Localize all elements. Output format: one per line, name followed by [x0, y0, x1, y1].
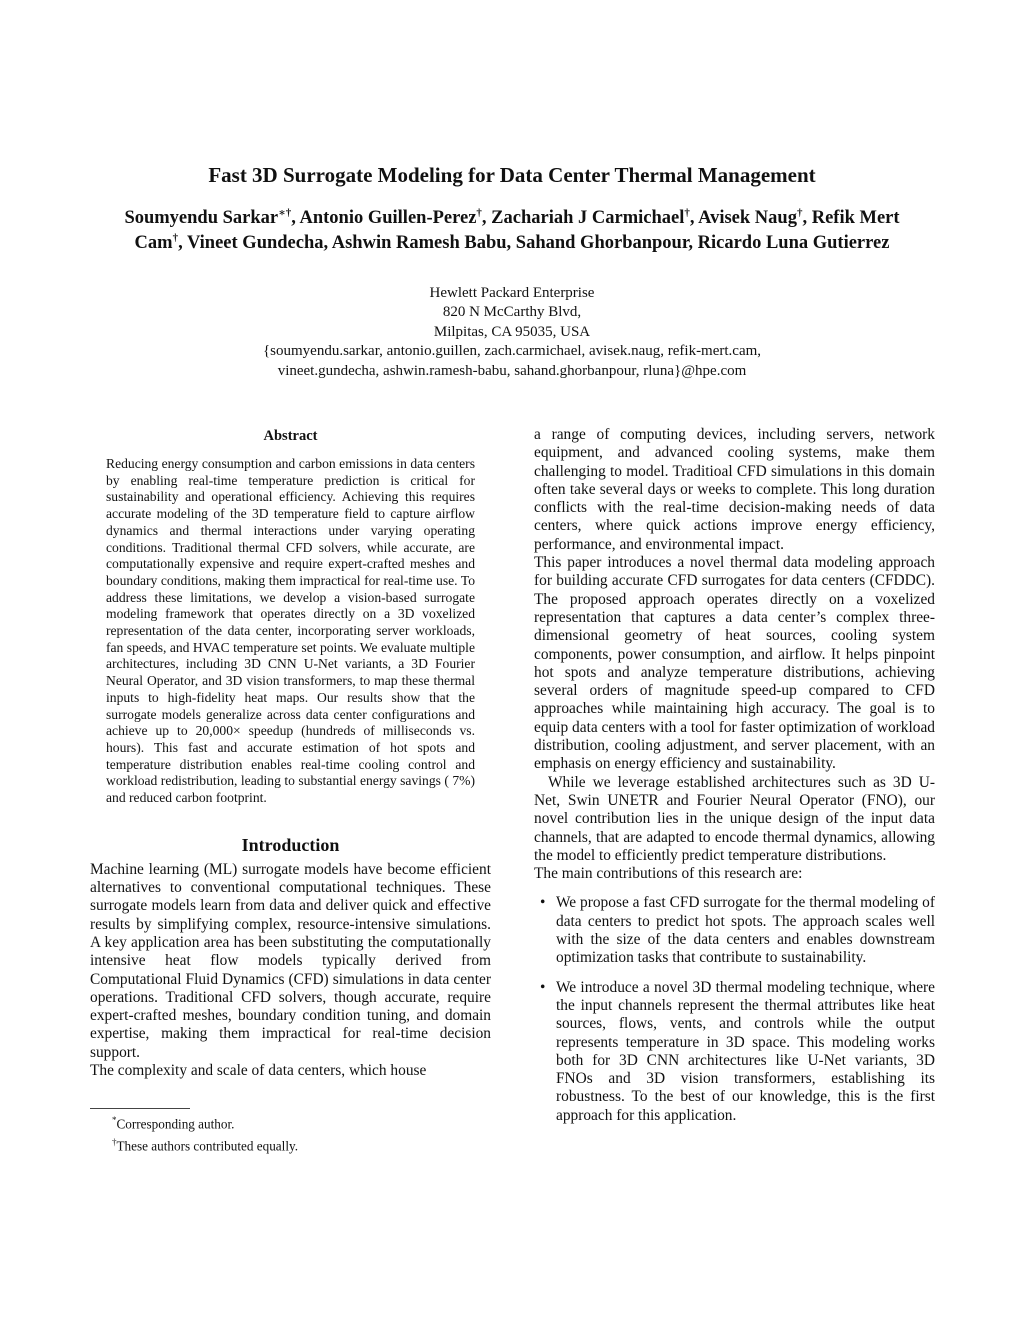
author-name: Soumyendu Sarkar — [124, 208, 279, 228]
affiliation-city: Milpitas, CA 95035, USA — [433, 323, 591, 340]
footnote-mark: * — [112, 1115, 117, 1125]
author-list — [100, 206, 924, 256]
author-mark: † — [796, 206, 803, 219]
abstract-text: Reducing energy consumption and carbon emissions in data centers by enabling real-time temperature prediction is critical for sustainability and operational efficiency. Achieving this requires accurate modeling of the 3D temperature field to capture airflow dynamics and thermal interactions under varying operating conditions. Traditional thermal CFD solvers, while accurate, are computationally expensive and require expert-crafted meshes and boundary conditions, making them impractical for real-time use. To address these limitations, we develop a vision-based surrogate modeling framework that operates directly on a 3D voxelized representation of the data center, incorporating server workloads, fan speeds, and HVAC temperature set points. We evaluate multiple architectures, including 3D CNN U-Net variants, a 3D Fourier Neural Operator, and 3D vision transformers, to map these thermal inputs to high-fidelity heat maps. Our results show that the surrogate models generalize across data center configurations and achieve up to 20,000× speedup (hundreds of milliseconds vs. hours). This fast and accurate estimation of hot spots and temperature distribution enables real-time cooling control and workload redistribution, leading to substantial energy savings ( 7%) and reduced carbon footprint. — [106, 456, 475, 806]
right-column — [534, 426, 935, 1136]
footnote-equal-contribution — [90, 1133, 491, 1155]
introduction-heading: Introduction — [241, 834, 340, 855]
author-name: , Refik Mert Cam — [134, 208, 900, 253]
footnote-mark: † — [112, 1137, 117, 1148]
contributions-list — [534, 894, 935, 1125]
list-item — [534, 979, 935, 1125]
author-names-rest: , Vineet Gundecha, Ashwin Ramesh Babu, Sahand Ghorbanpour, Ricardo Luna Gutierrez — [178, 233, 890, 253]
intro-paragraph-2-start: The complexity and scale of data centers, which house — [90, 1062, 427, 1080]
paper-title: Fast 3D Surrogate Modeling for Data Center Thermal Management — [208, 163, 816, 187]
footnote-divider — [90, 1108, 190, 1109]
footnote-corresponding — [90, 1111, 491, 1133]
author-mark: † — [684, 206, 690, 219]
intro-paragraph-4: While we leverage established architectures such as 3D U-Net, Swin UNETR and Fourier Neural Operator (FNO), our novel contribution lies in the unique design of the input data channels, that are adapted to encode thermal dynamics, allowing the model to efficiently predict temperature distributions. — [534, 773, 935, 864]
list-item-text: We propose a fast CFD surrogate for the thermal modeling of data centers to predict hot spots. The approach scales well with the size of the data centers and enables downstream optimization tasks that contribute to sustainability. — [556, 894, 935, 967]
author-name: , Zachariah J Carmichael — [481, 208, 685, 228]
affiliation-block — [100, 284, 924, 381]
left-column — [90, 426, 491, 1080]
bullet-icon: • — [540, 978, 546, 996]
affiliation-street: 820 N McCarthy Blvd, — [442, 304, 582, 321]
contributions-lead: The main contributions of this research are: — [534, 865, 803, 883]
author-mark: ∗† — [278, 206, 292, 219]
abstract-heading: Abstract — [263, 428, 318, 444]
list-item — [534, 894, 935, 967]
author-name: , Avisek Naug — [689, 208, 797, 228]
list-item-text: We introduce a novel 3D thermal modeling technique, where the input channels represent the thermal attributes like heat sources, flows, vents, and controls while the output represents temperature in 3D space. This modeling works both for 3D CNN architectures like U-Net variants, 3D FNOs and 3D vision transformers, establishing its robustness. To the best of our knowledge, this is the first approach for this application. — [556, 978, 935, 1124]
intro-paragraph-3: This paper introduces a novel thermal data modeling approach for building accurate CFD surrogates for data centers (CFDDC). The proposed approach operates directly on a voxelized representation that captures a data center’s complex three-dimensional geometry of heat sources, cooling system components, power consumption, and airflow. It helps pinpoint hot spots and analyze temperature distributions, achieving several orders of magnitude speed-up compared to CFD approaches while maintaining high accuracy. The goal is to equip data centers with a tool for faster optimization of workload distribution, cooling adjustment, and server placement, with an emphasis on energy efficiency and sustainability. — [534, 554, 935, 773]
author-emails-line2: vineet.gundecha, ashwin.ramesh-babu, sahand.ghorbanpour, rluna}@hpe.com — [277, 362, 747, 379]
author-mark: † — [172, 231, 179, 244]
affiliation-org: Hewlett Packard Enterprise — [429, 285, 595, 301]
author-mark: † — [476, 206, 482, 219]
author-name: , Antonio Guillen-Perez — [291, 208, 477, 228]
intro-paragraph-1: Machine learning (ML) surrogate models have become efficient alternatives to conventional computational techniques. These surrogate models learn from data and deliver quick and effective results by simplifying complex, resource-intensive simulations. A key application area has been substituting the computationally intensive heat flow models typically derived from Computational Fluid Dynamics (CFD) simulations in data center operations. Traditional CFD solvers, though accurate, require expert-crafted meshes, boundary condition tuning, and domain expertise, making them impractical for real-time decision support. — [90, 860, 491, 1061]
author-emails-line1: {soumyendu.sarkar, antonio.guillen, zach.carmichael, avisek.naug, refik-mert.cam, — [262, 343, 762, 360]
footnote-text: Corresponding author. — [116, 1116, 235, 1132]
bullet-icon: • — [540, 894, 546, 912]
intro-paragraph-2-continued: a range of computing devices, including servers, network equipment, and advanced cooling systems, make them challenging to model. Traditioal CFD simulations in this domain often take several days or weeks to complete. This long duration conflicts with the real-time decision-making needs of data centers, where quick actions improve energy efficiency, performance, and environmental impact. — [534, 426, 935, 553]
footnotes — [90, 1108, 491, 1156]
footnote-text: These authors contributed equally. — [116, 1138, 299, 1154]
